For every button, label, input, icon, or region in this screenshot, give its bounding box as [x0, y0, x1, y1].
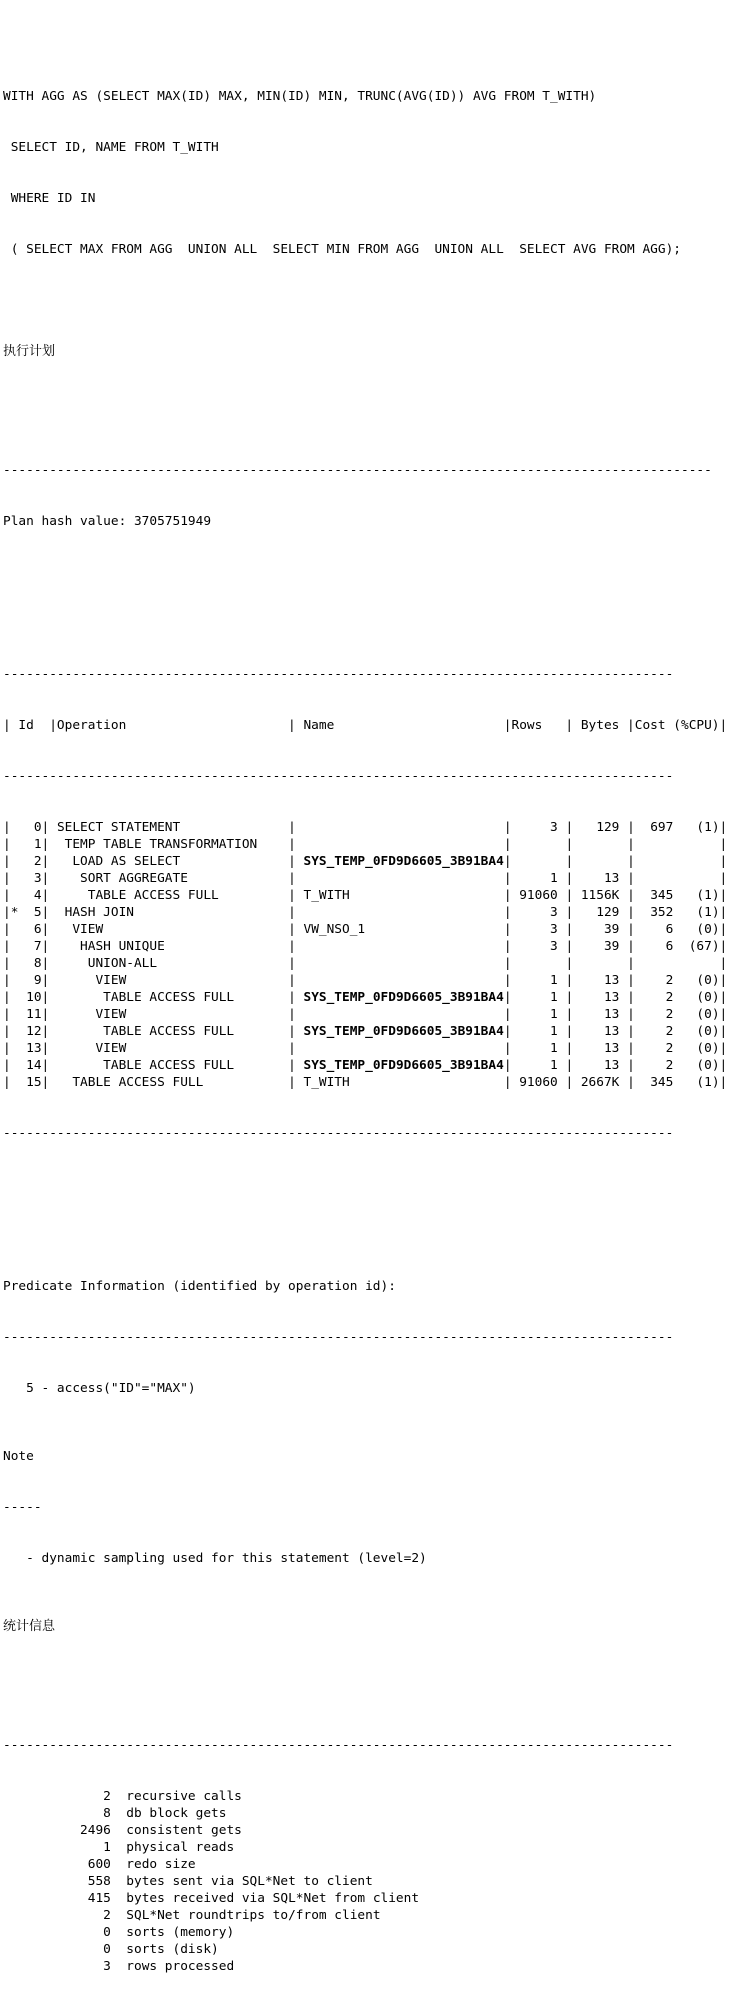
statistics-value: 600: [3, 1857, 111, 1872]
spacer: [3, 1227, 734, 1244]
statistics-row: [3, 1788, 734, 1805]
plan-row-operation: VIEW |: [49, 973, 296, 988]
plan-table-row: [3, 819, 734, 836]
plan-row-metrics: | 1 | 13 | 2 (0)|: [503, 1024, 728, 1039]
plan-row-id: | 11|: [3, 1007, 50, 1022]
execution-plan-heading: 执行计划: [3, 344, 56, 359]
plan-row-name: SYS_TEMP_0FD9D6605_3B91BA4: [295, 1058, 504, 1073]
plan-table-row: [3, 1006, 734, 1023]
spacer: [3, 564, 734, 581]
statistics-label: physical reads: [110, 1840, 235, 1855]
plan-row-id: | 7|: [3, 939, 50, 954]
statistics-rule: ---------------------------------------------------------------------------------------: [3, 1738, 674, 1753]
spacer: [3, 411, 734, 428]
plan-row-name: [296, 939, 504, 954]
plan-table-row: [3, 836, 734, 853]
statistics-value: 2: [3, 1908, 111, 1923]
plan-row-metrics: | 1 | 13 | 2 (0)|: [503, 1041, 728, 1056]
plan-table-row: [3, 938, 734, 955]
statistics-value: 0: [3, 1925, 111, 1940]
statistics-value: 8: [3, 1806, 111, 1821]
statistics-row: [3, 1941, 734, 1958]
plan-row-metrics: | 91060 | 2667K | 345 (1)|: [503, 1075, 728, 1090]
plan-row-operation: TABLE ACCESS FULL |: [49, 1075, 296, 1090]
plan-row-id: | 9|: [3, 973, 50, 988]
plan-row-operation: TEMP TABLE TRANSFORMATION |: [49, 837, 296, 852]
sql-query-line: ( SELECT MAX FROM AGG UNION ALL SELECT MIN FROM AGG UNION ALL SELECT AVG FROM AGG);: [3, 242, 681, 257]
plan-row-id: | 8|: [3, 956, 50, 971]
execution-plan-table: [3, 632, 734, 1176]
statistics-row: [3, 1856, 734, 1873]
statistics-label: bytes sent via SQL*Net to client: [110, 1874, 373, 1889]
plan-table-row: [3, 1057, 734, 1074]
plan-row-metrics: | 1 | 13 | 2 (0)|: [503, 990, 728, 1005]
plan-row-name: VW_NSO_1: [295, 922, 504, 937]
statistics-heading: 统计信息: [3, 1619, 56, 1634]
plan-row-id: |* 5|: [3, 905, 50, 920]
statistics-label: redo size: [110, 1857, 196, 1872]
plan-row-name: [296, 837, 504, 852]
plan-row-name: [296, 820, 504, 835]
plan-table-row: [3, 904, 734, 921]
plan-row-id: | 0|: [3, 820, 50, 835]
plan-row-metrics: | | | |: [503, 837, 728, 852]
plan-row-operation: TABLE ACCESS FULL |: [49, 888, 296, 903]
plan-row-name: T_WITH: [295, 888, 504, 903]
plan-table-row: [3, 853, 734, 870]
plan-row-operation: VIEW |: [49, 1041, 296, 1056]
note-entry: - dynamic sampling used for this statement (level=2): [3, 1551, 427, 1566]
statistics-row: [3, 1958, 734, 1975]
note-underline: -----: [3, 1500, 42, 1515]
plan-table-rule-top: ---------------------------------------------------------------------------------------: [3, 667, 674, 682]
plan-table-body: [3, 819, 734, 1091]
plan-row-id: | 6|: [3, 922, 50, 937]
plan-row-operation: TABLE ACCESS FULL |: [49, 1058, 296, 1073]
statistics-value: 2: [3, 1789, 111, 1804]
statistics-row: [3, 1873, 734, 1890]
plan-row-name: SYS_TEMP_0FD9D6605_3B91BA4: [295, 1024, 504, 1039]
statistics-row: [3, 1839, 734, 1856]
plan-row-metrics: | | | |: [503, 956, 728, 971]
sql-query-line: WITH AGG AS (SELECT MAX(ID) MAX, MIN(ID) MIN, TRUNC(AVG(ID)) AVG FROM T_WITH): [3, 89, 597, 104]
plan-table-row: [3, 955, 734, 972]
statistics-value: 0: [3, 1942, 111, 1957]
plan-table-row: [3, 887, 734, 904]
plan-table-row: [3, 1023, 734, 1040]
sql-query-line: SELECT ID, NAME FROM T_WITH: [3, 140, 219, 155]
plan-row-operation: SELECT STATEMENT |: [49, 820, 296, 835]
plan-row-name: SYS_TEMP_0FD9D6605_3B91BA4: [295, 854, 504, 869]
plan-row-id: | 1|: [3, 837, 50, 852]
predicate-entry: 5 - access("ID"="MAX"): [3, 1381, 196, 1396]
plan-row-metrics: | 1 | 13 | 2 (0)|: [503, 1058, 728, 1073]
plan-table-header: | Id |Operation | Name |Rows | Bytes |Cost (%CPU)|: [3, 718, 728, 733]
statistics-row: [3, 1890, 734, 1907]
plan-row-id: | 10|: [3, 990, 50, 1005]
statistics-label: bytes received via SQL*Net from client: [110, 1891, 420, 1906]
plan-row-id: | 4|: [3, 888, 50, 903]
plan-table-row: [3, 972, 734, 989]
statistics-label: sorts (memory): [110, 1925, 235, 1940]
plan-row-operation: VIEW |: [49, 1007, 296, 1022]
plan-row-metrics: | 3 | 39 | 6 (0)|: [503, 922, 728, 937]
plan-row-operation: TABLE ACCESS FULL |: [49, 1024, 296, 1039]
plan-row-name: SYS_TEMP_0FD9D6605_3B91BA4: [295, 990, 504, 1005]
plan-row-operation: TABLE ACCESS FULL |: [49, 990, 296, 1005]
plan-row-metrics: | 3 | 129 | 352 (1)|: [503, 905, 728, 920]
separator-rule: --------------------------------------------------------------------------------------------: [3, 463, 712, 478]
sql-query-line: WHERE ID IN: [3, 191, 96, 206]
plan-row-id: | 2|: [3, 854, 50, 869]
plan-row-operation: HASH JOIN |: [49, 905, 296, 920]
statistics-label: SQL*Net roundtrips to/from client: [110, 1908, 381, 1923]
plan-row-name: [296, 905, 504, 920]
plan-table-rule-mid: ---------------------------------------------------------------------------------------: [3, 769, 674, 784]
predicate-title: Predicate Information (identified by operation id):: [3, 1279, 396, 1294]
plan-table-row: [3, 989, 734, 1006]
spacer: [3, 1686, 734, 1703]
plan-row-id: | 13|: [3, 1041, 50, 1056]
statistics-body: [3, 1788, 734, 1975]
plan-row-name: T_WITH: [295, 1075, 504, 1090]
plan-row-id: | 3|: [3, 871, 50, 886]
plan-row-metrics: | 3 | 39 | 6 (67)|: [503, 939, 728, 954]
plan-row-id: | 12|: [3, 1024, 50, 1039]
plan-row-id: | 15|: [3, 1075, 50, 1090]
plan-hash-value: Plan hash value: 3705751949: [3, 514, 212, 529]
sql-query-block: [3, 54, 734, 292]
statistics-value: 415: [3, 1891, 111, 1906]
statistics-value: 2496: [3, 1823, 111, 1838]
statistics-value: 3: [3, 1959, 111, 1974]
statistics-label: recursive calls: [110, 1789, 242, 1804]
plan-table-row: [3, 1074, 734, 1091]
plan-row-name: [296, 1041, 504, 1056]
statistics-row: [3, 1924, 734, 1941]
note-title: Note: [3, 1449, 34, 1464]
plan-row-name: [296, 956, 504, 971]
statistics-label: db block gets: [110, 1806, 227, 1821]
predicate-rule: ---------------------------------------------------------------------------------------: [3, 1330, 674, 1345]
plan-row-operation: VIEW |: [49, 922, 296, 937]
plan-table-row: [3, 921, 734, 938]
plan-row-metrics: | 1 | 13 | 2 (0)|: [503, 1007, 728, 1022]
statistics-row: [3, 1907, 734, 1924]
plan-row-metrics: | | | |: [503, 854, 728, 869]
statistics-label: sorts (disk): [110, 1942, 219, 1957]
plan-row-operation: HASH UNIQUE |: [49, 939, 296, 954]
statistics-label: consistent gets: [110, 1823, 242, 1838]
plan-row-name: [296, 871, 504, 886]
plan-row-operation: LOAD AS SELECT |: [49, 854, 296, 869]
statistics-value: 558: [3, 1874, 111, 1889]
plan-row-operation: SORT AGGREGATE |: [49, 871, 296, 886]
plan-row-operation: UNION-ALL |: [49, 956, 296, 971]
plan-row-id: | 14|: [3, 1058, 50, 1073]
plan-table-row: [3, 1040, 734, 1057]
plan-table-rule-bottom: ---------------------------------------------------------------------------------------: [3, 1126, 674, 1141]
plan-row-metrics: | 3 | 129 | 697 (1)|: [503, 820, 728, 835]
plan-table-row: [3, 870, 734, 887]
plan-row-metrics: | 1 | 13 | 2 (0)|: [503, 973, 728, 988]
plan-row-metrics: | 1 | 13 | |: [503, 871, 728, 886]
statistics-value: 1: [3, 1840, 111, 1855]
plan-row-name: [296, 973, 504, 988]
plan-row-metrics: | 91060 | 1156K | 345 (1)|: [503, 888, 728, 903]
plan-row-name: [296, 1007, 504, 1022]
statistics-label: rows processed: [110, 1959, 235, 1974]
statistics-row: [3, 1805, 734, 1822]
statistics-row: [3, 1822, 734, 1839]
